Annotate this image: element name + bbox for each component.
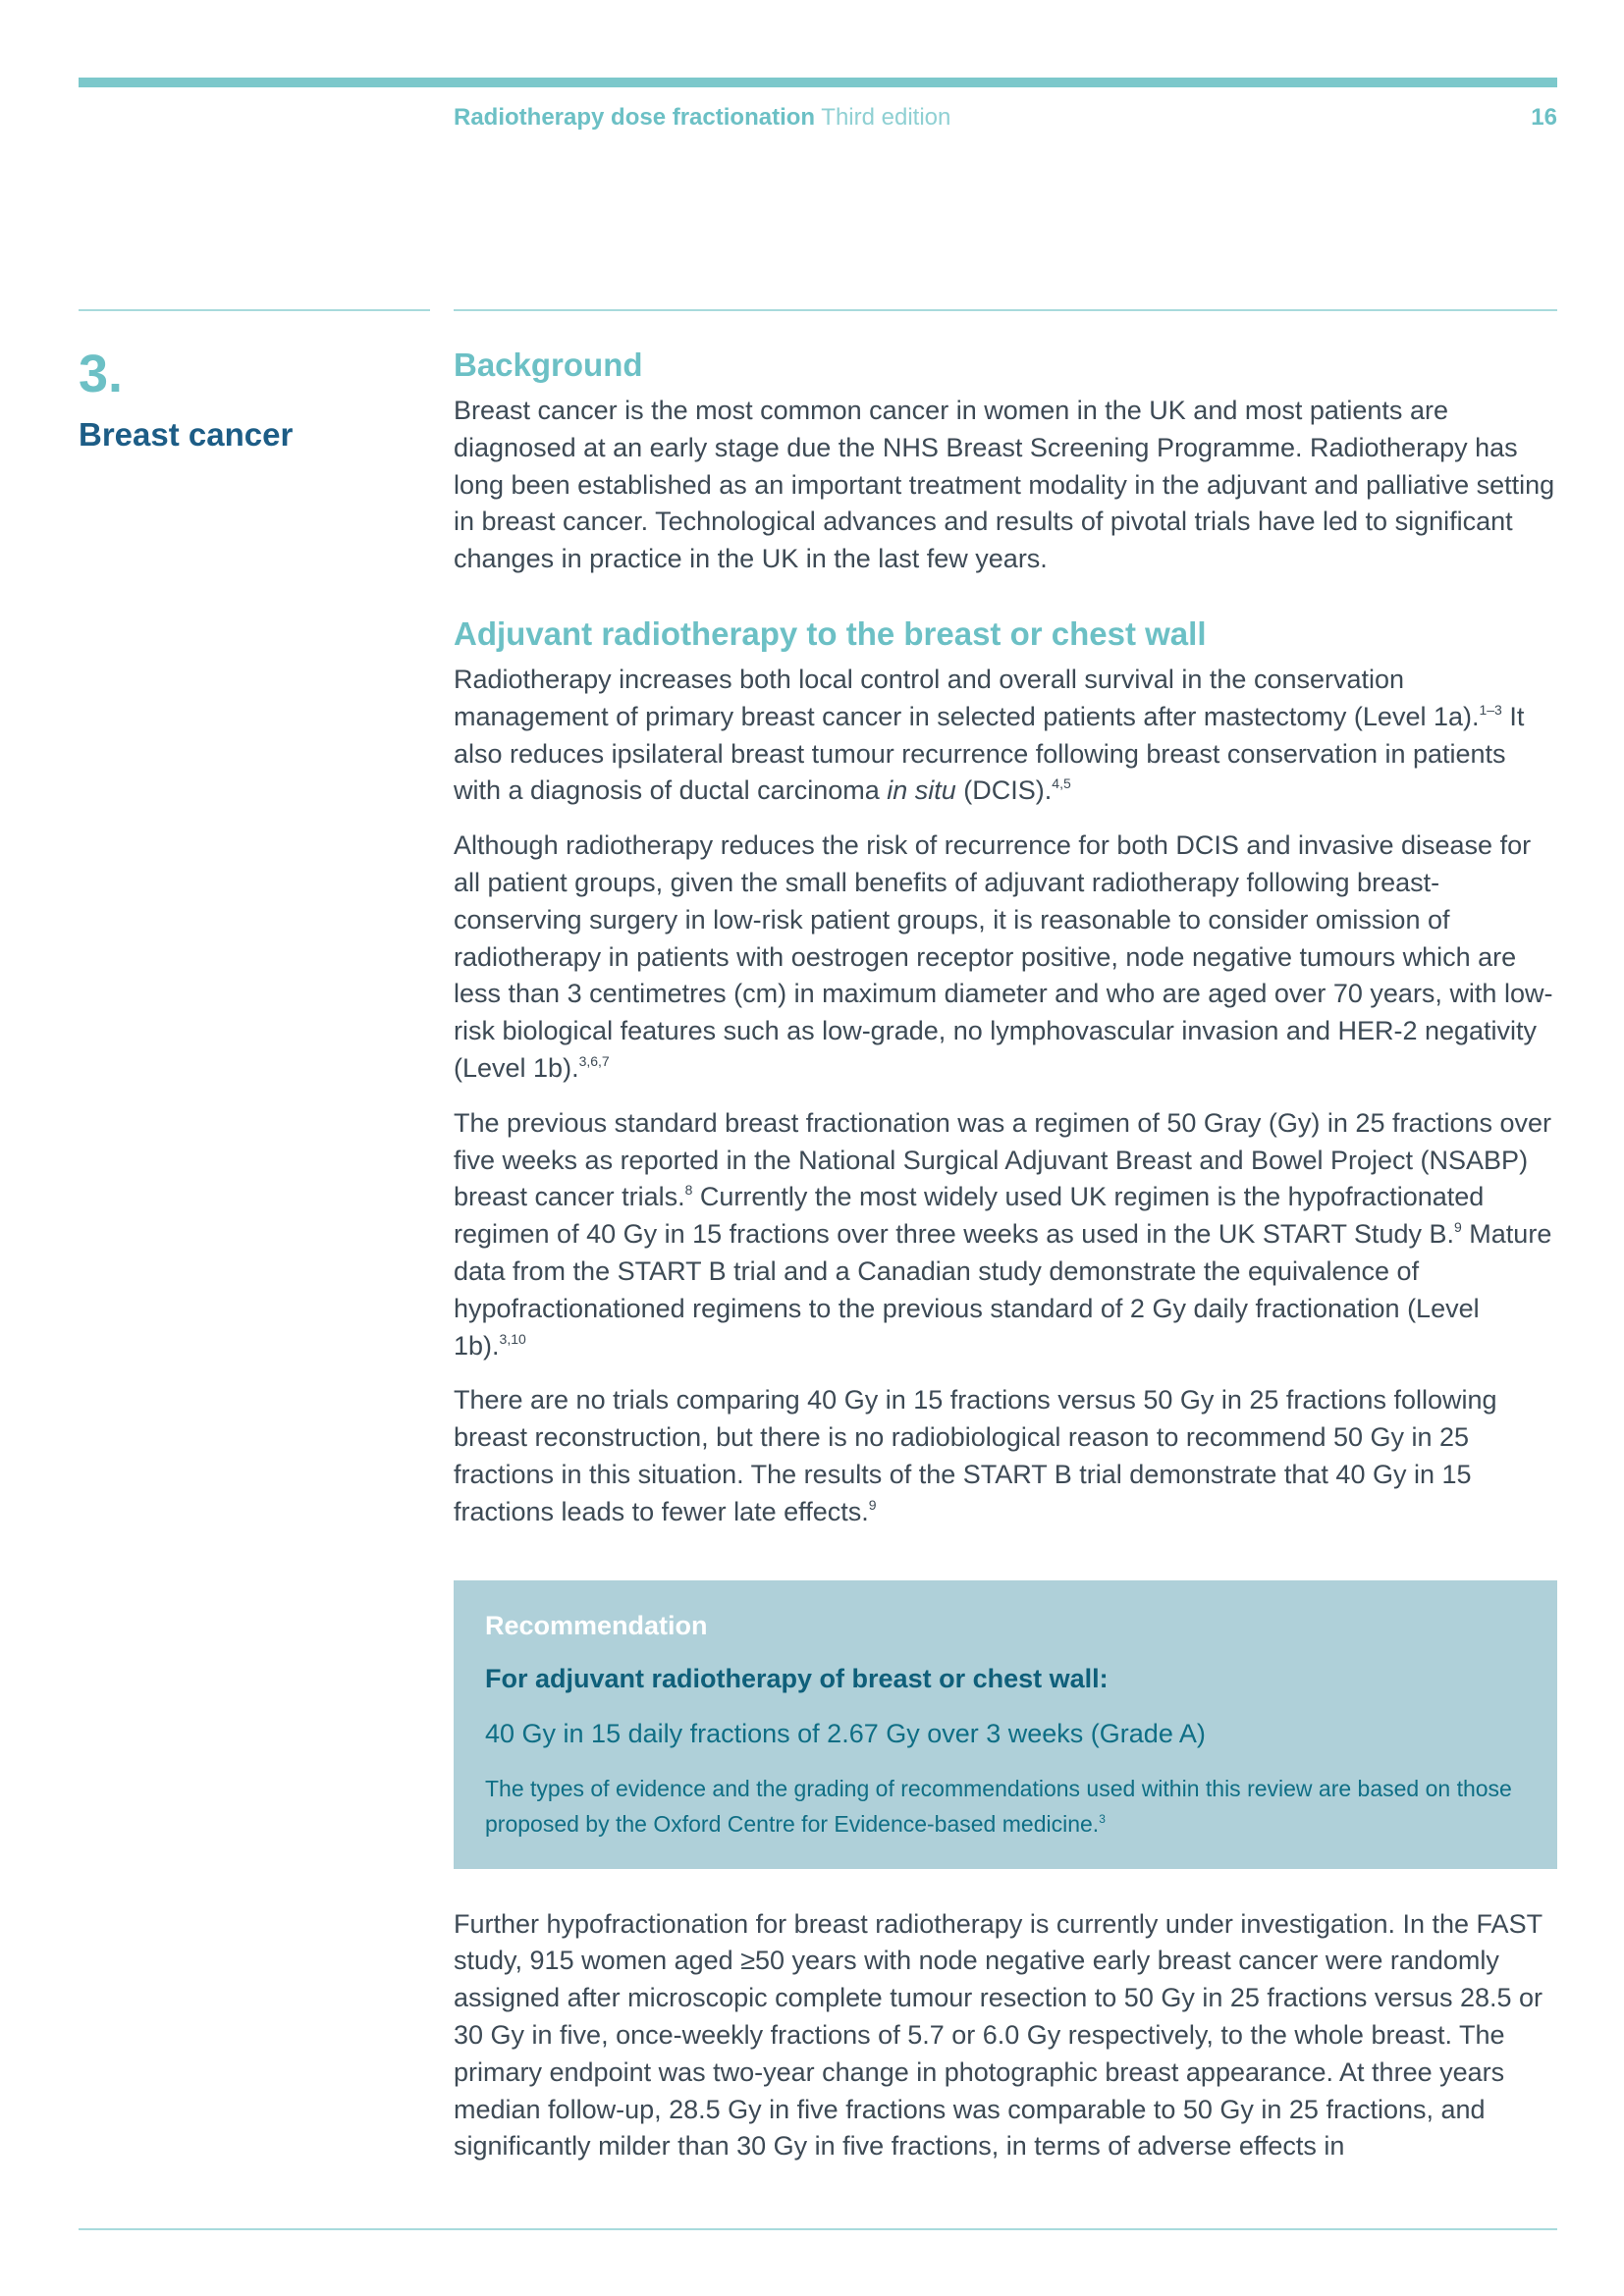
recommendation-box <box>454 1580 1557 1869</box>
adjuvant-paragraph-1: Radiotherapy increases both local control and overall survival in the conservation management of primary breast cancer in selected patients after mastectomy (Level 1a).$^{1-3}$ It also reduces ipsilateral breast tumour recurrence following breast conservation in patients with a diagnosis of ductal carcinoma in situ (DCIS).$^{4,5}$ <box>454 664 1525 806</box>
content-divider <box>454 309 1557 311</box>
background-heading: Background <box>454 347 643 383</box>
chapter-title: Breast cancer <box>79 416 294 453</box>
footer-divider <box>79 2228 1557 2230</box>
citation: 3,10 <box>499 1330 526 1347</box>
adjuvant-paragraph-2: Although radiotherapy reduces the risk of recurrence for both DCIS and invasive disease for all patient groups, given the small benefits of adjuvant radiotherapy following breast-conserving surgery in low-risk patient groups, it is reasonable to consider omission of radiotherapy in patients with oestrogen receptor positive, node negative tumours which are less than 3 centimetres (cm) in maximum diameter and who are aged over 70 years, with low-risk biological features such as low-grade, no lymphovascular invasion and HER-2 negativity (Level 1b).$^{3,6,7}$ <box>454 830 1553 1083</box>
further-paragraph: Further hypofractionation for breast radiotherapy is currently under investigation. In the FAST study, 915 women aged ≥50 years with node negative early breast cancer were randomly assigned after microscopic complete tumour resection to 50 Gy in 25 fractions versus 28.5 or 30 Gy in five, once-weekly fractions of 5.7 or 6.0 Gy respectively, to the whole breast. The primary endpoint was two-year change in photographic breast appearance. At three years median follow-up, 28.5 Gy in five fractions was comparable to 50 Gy in 25 fractions, and significantly milder than 30 Gy in five fractions, in terms of adverse effects in <box>454 1908 1543 2162</box>
recommendation-heading: For adjuvant radiotherapy of breast or chest wall: <box>485 1663 1109 1693</box>
citation: 4,5 <box>1052 775 1071 792</box>
sidebar-divider <box>79 309 430 311</box>
recommendation-note: The types of evidence and the grading of recommendations used within this review are based on those proposed by the Oxford Centre for Evidence-based medicine.$^3$ <box>485 1775 1512 1837</box>
citation: 1–3 <box>1479 701 1502 718</box>
document-edition: Third edition <box>815 104 951 131</box>
recommendation-label: Recommendation <box>485 1610 708 1640</box>
adjuvant-paragraph-3: The previous standard breast fractionation was a regimen of 50 Gray (Gy) in 25 fractions over five weeks as reported in the National Surgical Adjuvant Breast and Bowel Project (NSABP) breast cancer trials.$^8$ Currently the most widely used UK regimen is the hypofractionated regimen of 40 Gy in 15 fractions over three weeks as used in the UK START Study B.$^9$ Mature data from the START B trial and a Canadian study demonstrate the equivalence of hypofractionationed regimens to the previous standard of 2 Gy daily fractionation (Level 1b).$^{3,10}$ <box>454 1107 1552 1361</box>
header-accent-bar <box>79 78 1557 87</box>
citation: 9 <box>1454 1219 1462 1236</box>
background-paragraph: Breast cancer is the most common cancer in women in the UK and most patients are diagnosed at an early stage due the NHS Breast Screening Programme. Radiotherapy has long been established as an important treatment modality in the adjuvant and palliative setting in breast cancer. Technological advances and results of pivotal trials have led to significant changes in practice in the UK in the last few years. <box>454 396 1555 574</box>
chapter-number: 3. <box>79 345 124 403</box>
document-title: Radiotherapy dose fractionation <box>454 104 816 131</box>
recommendation-text: 40 Gy in 15 daily fractions of 2.67 Gy over 3 weeks (Grade A) <box>485 1718 1206 1748</box>
adjuvant-heading: Adjuvant radiotherapy to the breast or chest wall <box>454 614 1207 652</box>
citation: 9 <box>868 1496 877 1513</box>
adjuvant-paragraph-4: There are no trials comparing 40 Gy in 15 fractions versus 50 Gy in 25 fractions following breast reconstruction, but there is no radiobiological reason to recommend 50 Gy in 25 fractions in this situation. The results of the START B trial demonstrate that 40 Gy in 15 fractions leads to fewer late effects.$^9$ <box>454 1385 1497 1526</box>
citation: 3 <box>1099 1811 1106 1826</box>
citation: 3,6,7 <box>578 1052 610 1069</box>
main-content <box>454 344 1557 2165</box>
citation: 8 <box>684 1182 693 1199</box>
page-number: 16 <box>1531 104 1557 131</box>
running-header <box>454 104 1557 132</box>
